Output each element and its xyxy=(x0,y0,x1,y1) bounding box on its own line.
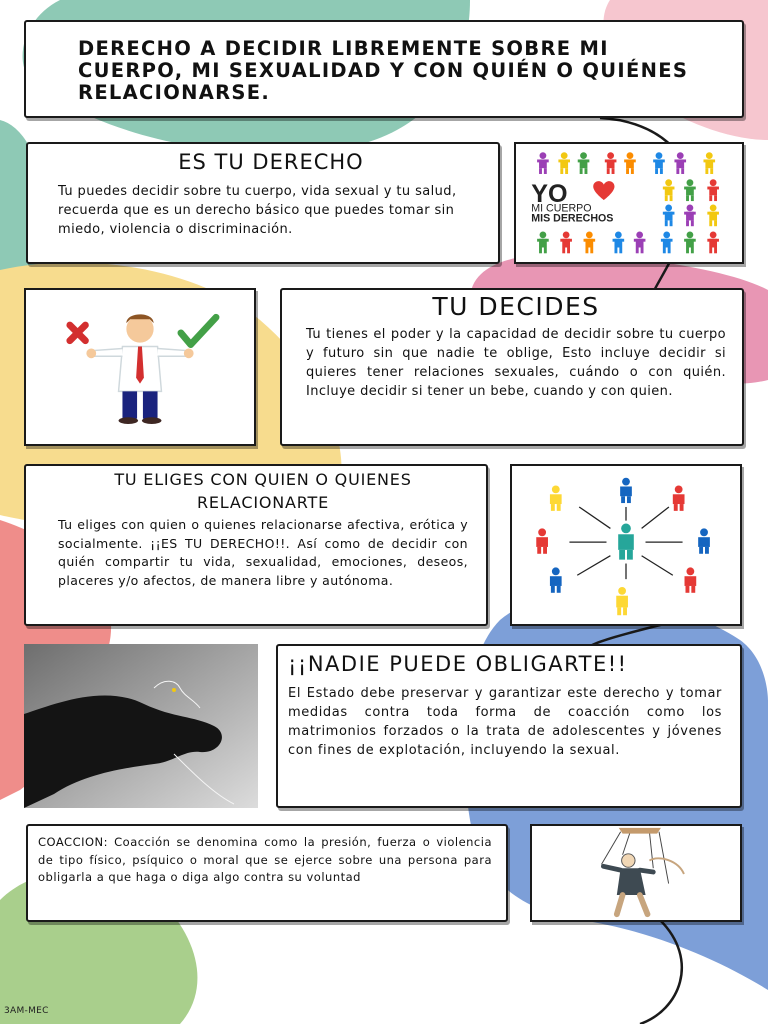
mi-cuerpo-text: MI CUERPO xyxy=(531,202,592,215)
yo-mi-cuerpo-image xyxy=(514,142,744,264)
businessman-icon xyxy=(26,290,254,444)
hand-shadow-icon xyxy=(24,644,258,808)
puppet-image xyxy=(530,824,742,922)
coaccion-box xyxy=(26,824,508,922)
hand-shadow-image xyxy=(24,644,258,808)
yo-text: YO xyxy=(531,180,568,209)
tu-decides-box xyxy=(280,288,744,446)
tu-decides-heading: TU DECIDES xyxy=(432,292,600,321)
people-row-bottom xyxy=(537,232,719,254)
page-title: DERECHO A DECIDIR LIBREMENTE SOBRE MI CUERPO, MI SEXUALIDAD Y CON QUIÉN O QUIÉNES RELACIONARSE. xyxy=(78,37,689,104)
es-tu-derecho-heading: ES TU DERECHO xyxy=(178,150,364,174)
businessman-image xyxy=(24,288,256,446)
tu-eliges-heading: TU ELIGES CON QUIEN O QUIENES RELACIONARTE xyxy=(114,470,412,512)
network-people-icon xyxy=(512,466,740,624)
mis-derechos-text: MIS DERECHOS xyxy=(531,212,614,225)
people-row-top xyxy=(537,152,715,174)
nadie-puede-box xyxy=(276,644,742,808)
es-tu-derecho-text: Tu puedes decidir sobre tu cuerpo, vida sexual y tu salud, recuerda que es un derecho básico que puedes tomar sin miedo, violencia o discriminación. xyxy=(58,184,457,237)
es-tu-derecho-box xyxy=(26,142,500,264)
footer-credit: 3AM-MEC xyxy=(4,1006,49,1016)
network-image xyxy=(510,464,742,626)
tu-eliges-box xyxy=(24,464,488,626)
heart-icon xyxy=(593,181,614,200)
people-column-right xyxy=(663,179,719,226)
title-box xyxy=(24,20,744,118)
tu-eliges-text: Tu eliges con quien o quienes relacionarse afectiva, erótica y socialmente. ¡¡ES TU DERECHO!!. Así como de decidir con quién compartir tu vida, sexualidad, emociones, deseos, placeres y/o afectos, de manera libre y autónoma. xyxy=(58,517,468,588)
nadie-puede-heading: ¡¡NADIE PUEDE OBLIGARTE!! xyxy=(288,652,628,676)
coaccion-text: COACCION: Coacción se denomina como la presión, fuerza o violencia de tipo físico, psíquico o moral que se ejerce sobre una persona para obligarla a que haga o diga algo contra su voluntad xyxy=(38,835,492,884)
tu-decides-text: Tu tienes el poder y la capacidad de decidir sobre tu cuerpo y futuro sin que nadie te oblige, Esto incluye decidir si quieres tener relaciones sexuales, cuándo o con quién. Incluye decidir si tener un bebe, cuando y con quien. xyxy=(306,327,726,399)
people-icons xyxy=(516,144,742,262)
puppet-icon xyxy=(532,826,740,920)
nadie-puede-text: El Estado debe preservar y garantizar este derecho y tomar medidas contra toda forma de coacción como los matrimonios forzados o la trata de adolescentes y jóvenes con fines de explotación, incluyendo la sexual. xyxy=(288,686,722,758)
